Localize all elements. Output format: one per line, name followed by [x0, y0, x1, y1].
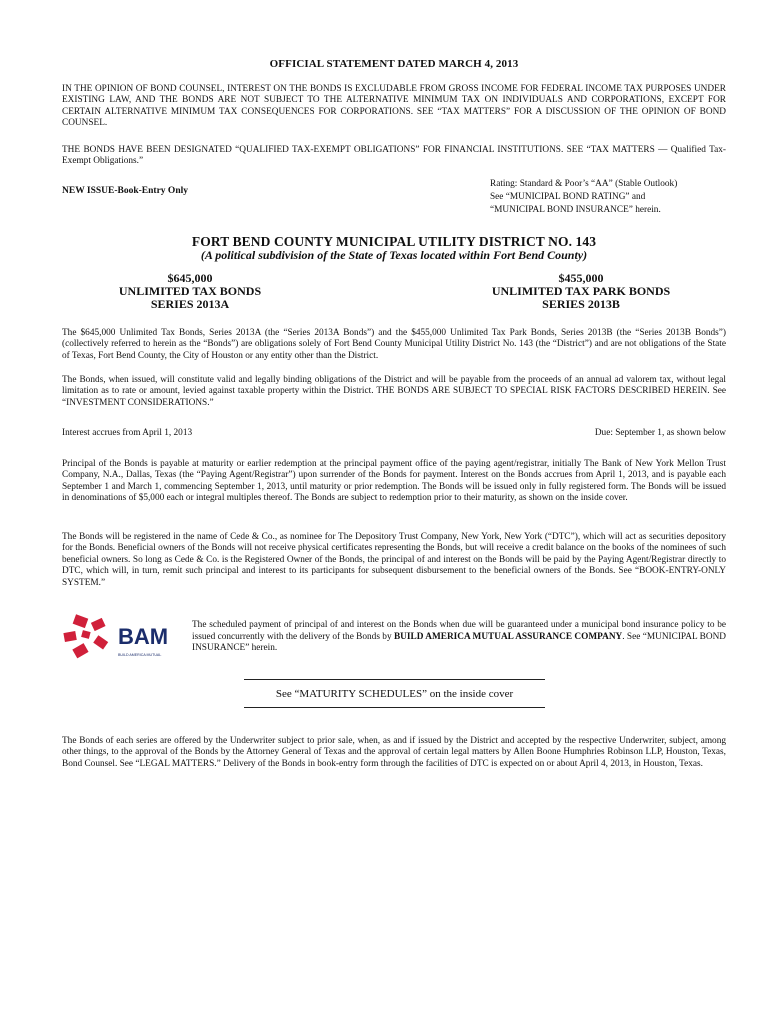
bond-counsel-opinion: IN THE OPINION OF BOND COUNSEL, INTEREST ON THE BONDS IS EXCLUDABLE FROM GROSS INCOME FOR FEDERAL INCOME TAX PURPOSES UNDER EXISTING LAW, AND THE BONDS ARE NOT SUBJECT TO THE ALTERNATIVE MINIMUM TAX ON INDIVIDUALS AND CORPORATIONS, EXCEPT FOR CERTAIN ALTERNATIVE MINIMUM TAX CONSEQUENCES FOR CORPORATIONS. SEE “TAX MATTERS” FOR A DISCUSSION OF THE OPINION OF BOND COUNSEL.	[62, 84, 726, 129]
due-date: Due: September 1, as shown below	[594, 428, 726, 438]
district-subtitle: (A political subdivision of the State of Texas located within Fort Bend County)	[200, 248, 588, 262]
bond-insurance-notice	[192, 620, 726, 655]
insurer-name: BUILD AMERICA MUTUAL ASSURANCE COMPANY	[393, 631, 623, 642]
bonds-description-paragraph: The $645,000 Unlimited Tax Bonds, Series 2013A (the “Series 2013A Bonds”) and the $455,000 Unlimited Tax Park Bonds, Series 2013B (the “Series 2013B Bonds”) (collectively referred to herein as the “Bonds”) are obligations solely of Fort Bend County Municipal Utility District No. 143 (the “District”) and are not obligations of the State of Texas, Fort Bend County, the City of Houston or any entity other than the District.	[62, 328, 726, 361]
series-2013a-heading	[62, 272, 318, 311]
bam-star-icon	[63, 614, 108, 658]
bam-logo-subtext: BUILD AMERICA MUTUAL	[118, 653, 162, 657]
principal-payment-paragraph: Principal of the Bonds is payable at maturity or earlier redemption at the principal payment office of the paying agent/registrar, initially The Bank of New York Mellon Trust Company, N.A., Dallas, Texas (the “Paying Agent/Registrar”) upon surrender of the Bonds for payment. Interest on the Bonds accrues from April 1, 2013, and is payable each September 1 and March 1, commencing September 1, 2013, until maturity or prior redemption. The Bonds will be issued only in fully registered form. The Bonds will be issued in denominations of $5,000 each or integral multiples thereof. The Bonds are subject to redemption prior to their maturity, as shown on the inside cover.	[62, 459, 726, 504]
document-title: OFFICIAL STATEMENT DATED MARCH 4, 2013	[269, 58, 519, 70]
bam-logo-text: BAM	[118, 624, 169, 649]
series-amount: $455,000	[558, 271, 604, 285]
interest-accrual-date: Interest accrues from April 1, 2013	[62, 428, 193, 438]
series-2013b-heading	[436, 272, 726, 311]
new-issue-label: NEW ISSUE-Book-Entry Only	[62, 186, 188, 196]
rating-line: “MUNICIPAL BOND INSURANCE” herein.	[490, 205, 661, 215]
series-label: SERIES 2013A	[150, 297, 230, 311]
rating-block	[490, 178, 730, 217]
underwriter-offering-paragraph: The Bonds of each series are offered by the Underwriter subject to prior sale, when, as and if issued by the District and accepted by the respective Underwriter, subject, among other things, to the approval of the Bonds by the Attorney General of Texas and the approval of certain legal matters by Allen Boone Humphries Robinson LLP, Houston, Texas, Bond Counsel. See “LEGAL MATTERS.” Delivery of the Bonds in book-entry form through the facilities of DTC is expected on or about April 4, 2013, in Houston, Texas.	[62, 736, 726, 769]
series-amount: $645,000	[167, 271, 213, 285]
bond-insurance-reference: . See “MUNICIPAL BOND INSURANCE” herein.	[192, 631, 726, 654]
maturity-schedules-note: See “MATURITY SCHEDULES” on the inside cover	[244, 679, 545, 708]
qualified-tax-exempt-notice: THE BONDS HAVE BEEN DESIGNATED “QUALIFIED TAX-EXEMPT OBLIGATIONS” FOR FINANCIAL INSTITUTIONS. SEE “TAX MATTERS — Qualified Tax-Exempt Obligations.”	[62, 145, 726, 167]
series-name: UNLIMITED TAX BONDS	[118, 284, 262, 298]
bond-insurance-text: The scheduled payment of principal of and interest on the Bonds when due will be guaranteed under a municipal bond insurance policy to be issued concurrently with the delivery of the Bonds by	[192, 620, 726, 642]
registration-paragraph: The Bonds will be registered in the name of Cede & Co., as nominee for The Depository Trust Company, New York, New York (“DTC”), which will act as securities depository for the Bonds. Beneficial owners of the Bonds will not receive physical certificates representing the Bonds, but will receive a credit balance on the books of the nominees of such beneficial owners. So long as Cede & Co. is the Registered Owner of the Bonds, the principal of and interest on the Bonds will be paid by the Paying Agent/Registrar directly to DTC, which will, in turn, remit such principal and interest to its participants for subsequent disbursement to the beneficial owners of the Bonds. See “BOOK-ENTRY-ONLY SYSTEM.”	[62, 532, 726, 588]
rating-line: See “MUNICIPAL BOND RATING” and	[490, 192, 646, 202]
series-label: SERIES 2013B	[542, 297, 620, 311]
district-name: FORT BEND COUNTY MUNICIPAL UTILITY DISTRICT NO. 143	[191, 234, 597, 249]
bonds-obligation-paragraph: The Bonds, when issued, will constitute valid and legally binding obligations of the District and will be payable from the proceeds of an annual ad valorem tax, without legal limitation as to rate or amount, levied against taxable property within the District. THE BONDS ARE SUBJECT TO SPECIAL RISK FACTORS DESCRIBED HEREIN. See “INVESTMENT CONSIDERATIONS.”	[62, 375, 726, 408]
series-name: UNLIMITED TAX PARK BONDS	[491, 284, 671, 298]
rating-line: Rating: Standard & Poor’s “AA” (Stable Outlook)	[490, 179, 678, 189]
bam-logo	[62, 612, 184, 664]
